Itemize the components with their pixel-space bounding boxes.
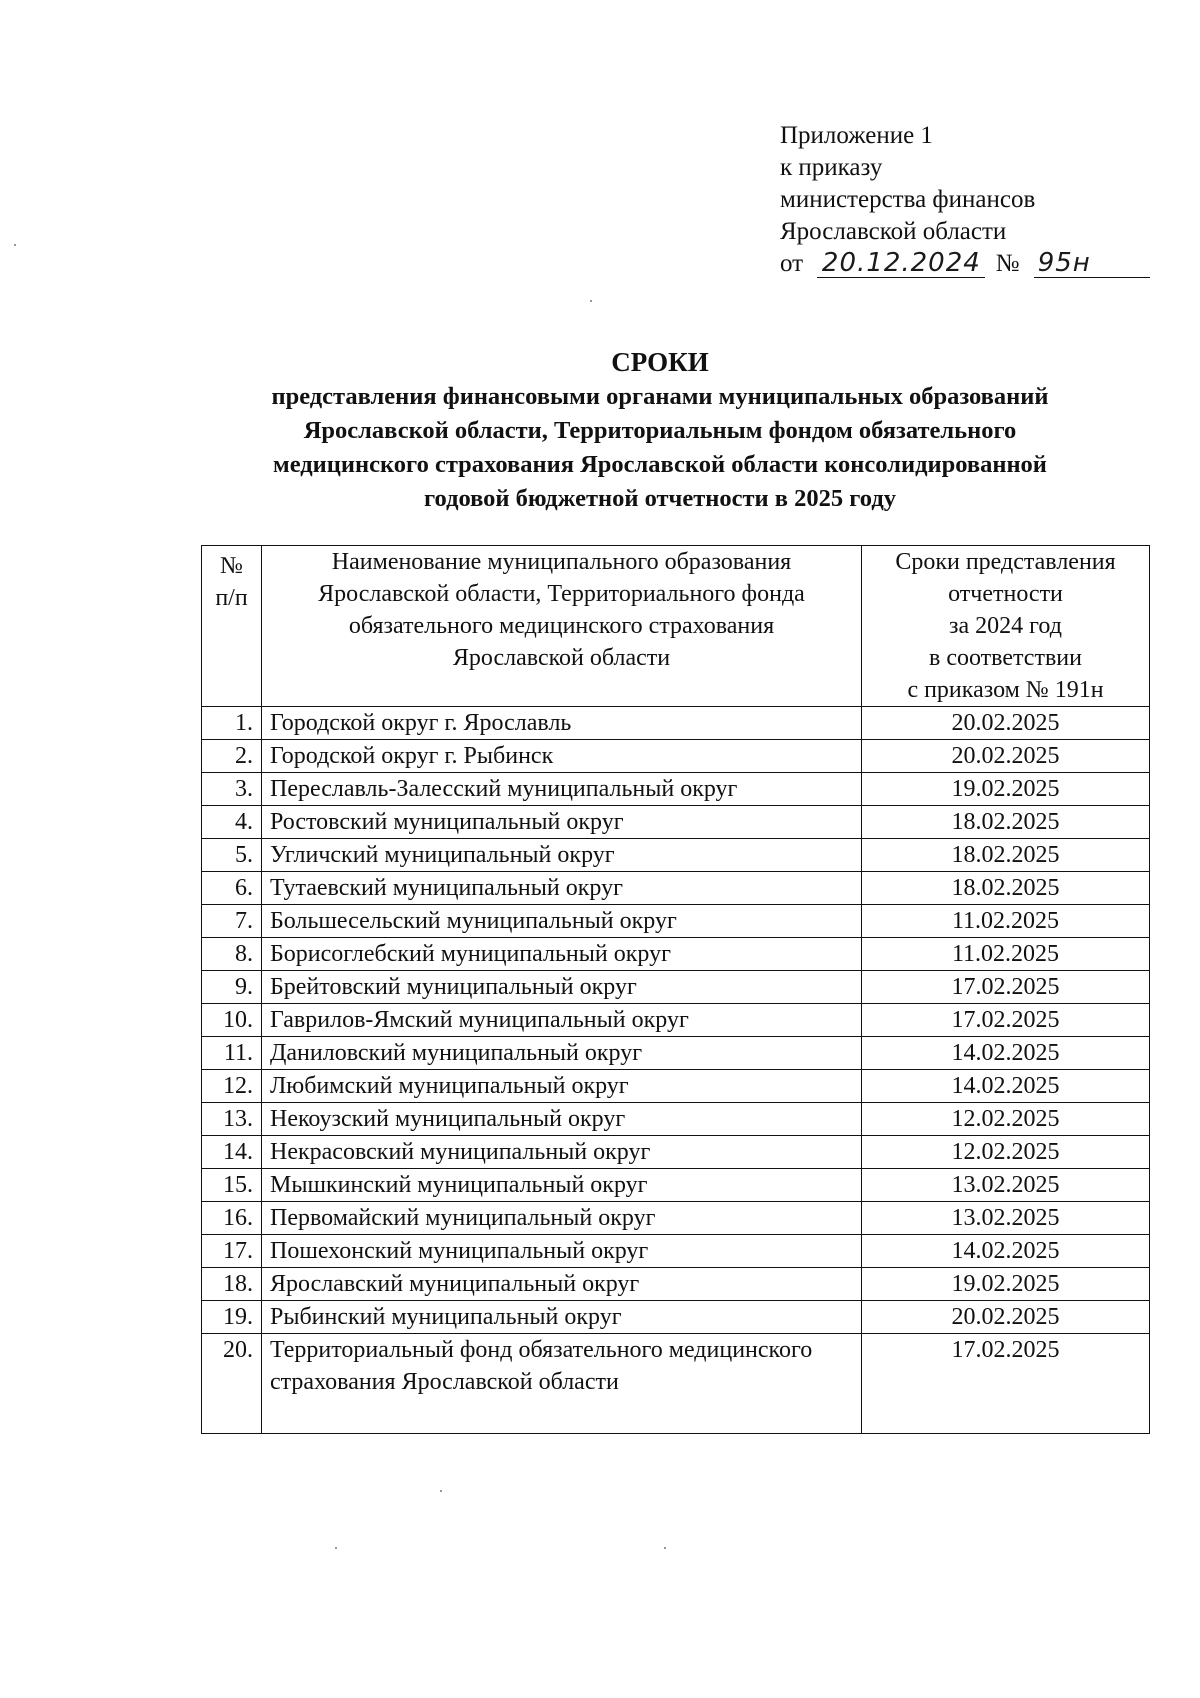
row-deadline: 19.02.2025 <box>862 1268 1150 1301</box>
row-number: 14. <box>202 1136 262 1169</box>
row-deadline: 18.02.2025 <box>862 872 1150 905</box>
row-number: 3. <box>202 773 262 806</box>
row-number: 9. <box>202 971 262 1004</box>
handwritten-date: 20.12.2024 <box>817 249 985 278</box>
appendix-block <box>780 120 1150 280</box>
table-row <box>202 1070 1150 1103</box>
row-number: 10. <box>202 1004 262 1037</box>
table-row <box>202 1037 1150 1070</box>
table-row <box>202 1169 1150 1202</box>
row-name: Тутаевский муниципальный округ <box>262 872 862 905</box>
table-row <box>202 806 1150 839</box>
row-name: Некрасовский муниципальный округ <box>262 1136 862 1169</box>
row-number: 2. <box>202 740 262 773</box>
header-name <box>262 546 862 707</box>
row-name: Борисоглебский муниципальный округ <box>262 938 862 971</box>
header-number <box>202 546 262 707</box>
row-deadline: 13.02.2025 <box>862 1202 1150 1235</box>
row-number: 19. <box>202 1301 262 1334</box>
table-body <box>202 707 1150 1434</box>
row-number: 20. <box>202 1334 262 1434</box>
row-number: 8. <box>202 938 262 971</box>
row-name: Даниловский муниципальный округ <box>262 1037 862 1070</box>
table-row <box>202 1235 1150 1268</box>
row-name: Гаврилов-Ямский муниципальный округ <box>262 1004 862 1037</box>
row-deadline: 19.02.2025 <box>862 773 1150 806</box>
row-deadline: 14.02.2025 <box>862 1037 1150 1070</box>
row-deadline: 11.02.2025 <box>862 938 1150 971</box>
table-row <box>202 740 1150 773</box>
row-name: Брейтовский муниципальный округ <box>262 971 862 1004</box>
row-name: Мышкинский муниципальный округ <box>262 1169 862 1202</box>
header-deadline-line: Сроки представления <box>895 549 1116 575</box>
row-number: 12. <box>202 1070 262 1103</box>
header-name-line: Ярославской области, Территориального фонда <box>318 581 805 607</box>
row-name: Переславль-Залесский муниципальный округ <box>262 773 862 806</box>
row-deadline: 12.02.2025 <box>862 1103 1150 1136</box>
number-label: № <box>995 250 1020 277</box>
row-deadline: 20.02.2025 <box>862 707 1150 740</box>
document-title <box>180 345 1140 515</box>
row-name: Угличский муниципальный округ <box>262 839 862 872</box>
table-header-row <box>202 546 1150 707</box>
table-row <box>202 839 1150 872</box>
header-name-line: обязательного медицинского страхования <box>348 613 775 639</box>
scan-speck <box>664 1547 666 1549</box>
table-row <box>202 1136 1150 1169</box>
deadlines-table <box>201 545 1150 1434</box>
table-row <box>202 938 1150 971</box>
header-deadline <box>862 546 1150 707</box>
appendix-ministry: министерства финансов <box>780 186 1036 213</box>
row-name: Рыбинский муниципальный округ <box>262 1301 862 1334</box>
table-row <box>202 1334 1150 1434</box>
row-name: Некоузский муниципальный округ <box>262 1103 862 1136</box>
row-deadline: 14.02.2025 <box>862 1070 1150 1103</box>
row-number: 6. <box>202 872 262 905</box>
row-name: Ростовский муниципальный округ <box>262 806 862 839</box>
row-name: Большесельский муниципальный округ <box>262 905 862 938</box>
row-deadline: 14.02.2025 <box>862 1235 1150 1268</box>
row-number: 13. <box>202 1103 262 1136</box>
title-line-1: представления финансовыми органами муниципальных образований <box>271 383 1049 410</box>
row-name: Первомайский муниципальный округ <box>262 1202 862 1235</box>
table-row <box>202 1268 1150 1301</box>
row-deadline: 17.02.2025 <box>862 1334 1150 1434</box>
row-deadline: 17.02.2025 <box>862 971 1150 1004</box>
row-number: 17. <box>202 1235 262 1268</box>
row-name: Любимский муниципальный округ <box>262 1070 862 1103</box>
row-number: 5. <box>202 839 262 872</box>
appendix-date-number-row <box>780 248 1150 280</box>
table-row <box>202 1202 1150 1235</box>
header-number-line: п/п <box>215 585 248 611</box>
table-row <box>202 1301 1150 1334</box>
row-number: 16. <box>202 1202 262 1235</box>
row-deadline: 12.02.2025 <box>862 1136 1150 1169</box>
table-row <box>202 971 1150 1004</box>
row-number: 1. <box>202 707 262 740</box>
row-deadline: 20.02.2025 <box>862 1301 1150 1334</box>
header-deadline-line: отчетности <box>948 581 1063 607</box>
row-name: Пошехонский муниципальный округ <box>262 1235 862 1268</box>
title-main: СРОКИ <box>611 347 709 377</box>
title-line-3: медицинского страхования Ярославской области консолидированной <box>273 451 1047 478</box>
row-name: Городской округ г. Рыбинск <box>262 740 862 773</box>
header-number-line: № <box>220 553 243 579</box>
header-name-line: Ярославской области <box>452 645 671 671</box>
table-row <box>202 773 1150 806</box>
row-name: Ярославский муниципальный округ <box>262 1268 862 1301</box>
row-number: 11. <box>202 1037 262 1070</box>
row-name: Городской округ г. Ярославль <box>262 707 862 740</box>
header-name-line: Наименование муниципального образования <box>331 549 792 575</box>
header-deadline-line: за 2024 год <box>949 613 1062 639</box>
row-name: Территориальный фонд обязательного медицинского страхования Ярославской области <box>262 1334 862 1434</box>
row-deadline: 18.02.2025 <box>862 839 1150 872</box>
row-number: 15. <box>202 1169 262 1202</box>
row-deadline: 11.02.2025 <box>862 905 1150 938</box>
table-row <box>202 1004 1150 1037</box>
appendix-title: Приложение 1 <box>780 122 933 149</box>
table-row <box>202 872 1150 905</box>
table-row <box>202 707 1150 740</box>
row-number: 18. <box>202 1268 262 1301</box>
header-deadline-line: в соответствии <box>929 645 1082 671</box>
appendix-order-ref: к приказу <box>780 154 883 181</box>
title-line-2: Ярославской области, Территориальным фондом обязательного <box>303 417 1017 444</box>
appendix-region: Ярославской области <box>780 218 1007 245</box>
title-line-4: годовой бюджетной отчетности в 2025 году <box>424 485 896 512</box>
scan-speck <box>590 300 592 302</box>
scan-speck <box>335 1547 337 1549</box>
header-deadline-line: с приказом № 191н <box>907 677 1104 703</box>
row-deadline: 18.02.2025 <box>862 806 1150 839</box>
from-label: от <box>780 250 804 277</box>
row-number: 7. <box>202 905 262 938</box>
table-row <box>202 905 1150 938</box>
scan-speck <box>14 244 16 246</box>
table-row <box>202 1103 1150 1136</box>
handwritten-number: 95н <box>1034 249 1150 278</box>
row-deadline: 13.02.2025 <box>862 1169 1150 1202</box>
row-number: 4. <box>202 806 262 839</box>
row-deadline: 20.02.2025 <box>862 740 1150 773</box>
row-deadline: 17.02.2025 <box>862 1004 1150 1037</box>
scan-speck <box>440 1490 442 1492</box>
